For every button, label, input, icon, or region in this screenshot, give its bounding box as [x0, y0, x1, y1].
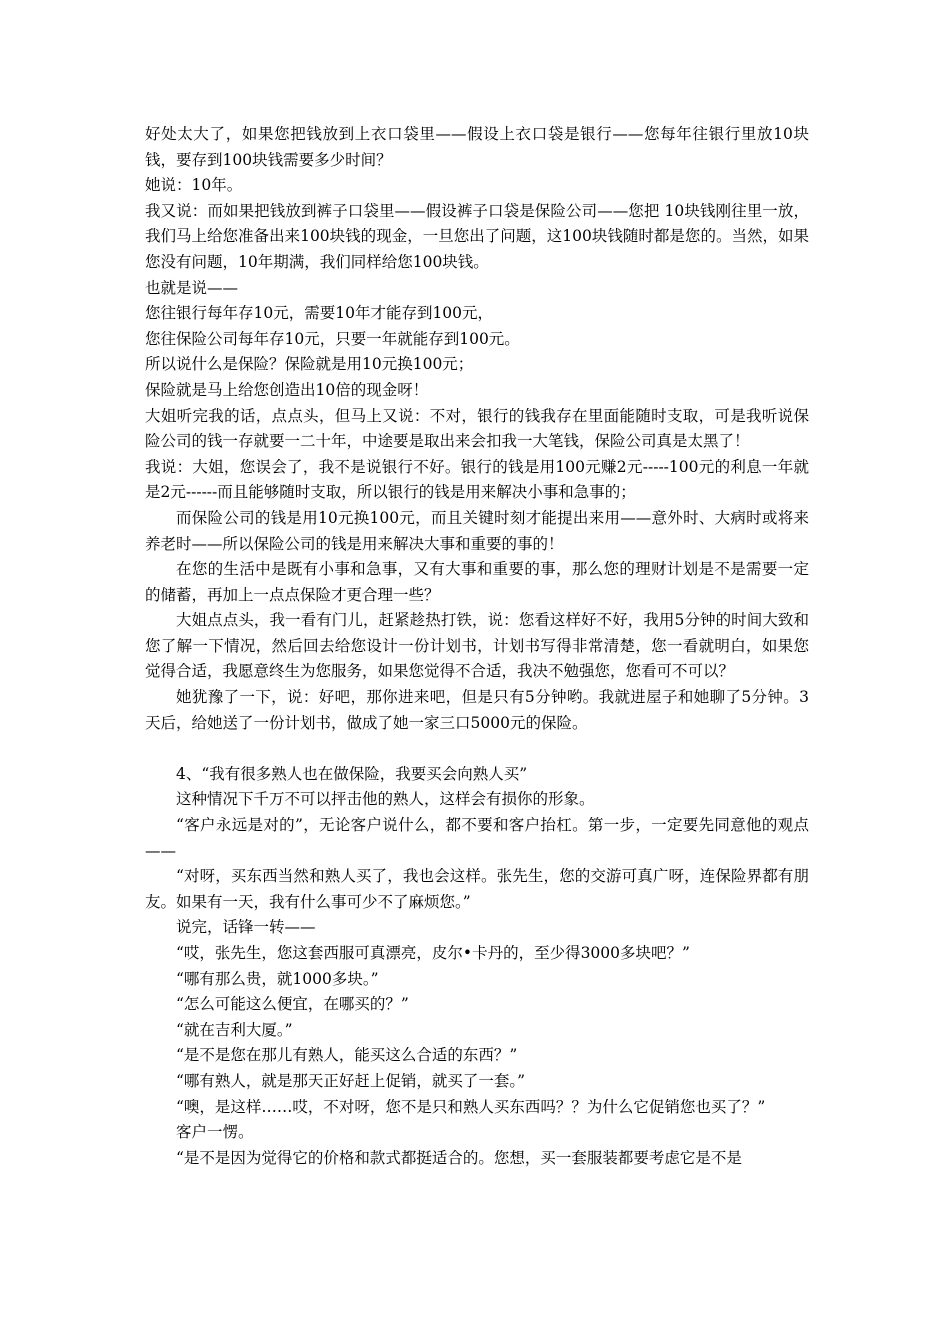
paragraph: 她说：10年。: [145, 176, 243, 195]
paragraph: “客户永远是对的”，无论客户说什么，都不要和客户抬杠。第一步，一定要先同意他的观点——: [145, 816, 809, 860]
paragraph: “就在吉利大厦。”: [176, 1020, 293, 1039]
paragraph: 您往银行每年存10元，需要10年才能存到100元，: [145, 304, 494, 323]
paragraph: 在您的生活中是既有小事和急事，又有大事和重要的事，那么您的理财计划是不是需要一定的储蓄，再加上一点点保险才更合理一些？: [145, 560, 809, 604]
paragraph: 您往保险公司每年存10元，只要一年就能存到100元。: [145, 329, 520, 348]
paragraph: 大姐点点头，我一看有门儿，赶紧趁热打铁，说：您看这样好不好，我用5分钟的时间大致和您了解一下情况，然后回去给您设计一份计划书，计划书写得非常清楚，您一看就明白，如果您觉得合适，我愿意终生为您服务，如果您觉得不合适，我决不勉强您，您看可不可以？: [145, 611, 809, 681]
paragraph: 也就是说——: [145, 278, 239, 297]
paragraph: 保险就是马上给您创造出10倍的现金呀！: [145, 380, 429, 399]
paragraph: “是不是因为觉得它的价格和款式都挺适合的。您想，买一套服装都要考虑它是不是: [176, 1148, 742, 1167]
paragraph: 我又说：而如果把钱放到裤子口袋里——假设裤子口袋是保险公司——您把 10块钱刚往里一放，我们马上给您准备出来100块钱的现金，一旦您出了问题，这100块钱随时都是您的。当然，如果您没有问题，10年期满，我们同样给您100块钱。: [145, 201, 809, 271]
paragraph: “对呀，买东西当然和熟人买了，我也会这样。张先生，您的交游可真广呀，连保险界都有朋友。如果有一天，我有什么事可少不了麻烦您。”: [145, 867, 809, 911]
paragraph: “哪有熟人，就是那天正好赶上促销，就买了一套。”: [176, 1071, 526, 1090]
paragraph: 她犹豫了一下，说：好吧，那你进来吧，但是只有5分钟哟。我就进屋子和她聊了5分钟。3天后，给她送了一份计划书，做成了她一家三口5000元的保险。: [145, 688, 809, 732]
paragraph: 而保险公司的钱是用10元换100元，而且关键时刻才能提出来用——意外时、大病时或将来养老时——所以保险公司的钱是用来解决大事和重要的事的！: [145, 508, 809, 553]
paragraph: “哎，张先生，您这套西服可真漂亮，皮尔•卡丹的，至少得3000多块吧？”: [176, 944, 690, 962]
paragraph: 4、“我有很多熟人也在做保险，我要买会向熟人买”: [176, 764, 528, 783]
paragraph: 所以说什么是保险？保险就是用10元换100元；: [145, 355, 474, 374]
paragraph: 说完，话锋一转——: [176, 918, 316, 937]
document-page: [145, 122, 809, 1171]
paragraph: 大姐听完我的话，点点头，但马上又说：不对，银行的钱我存在里面能随时支取，可是我听说保险公司的钱一存就要一二十年，中途要是取出来会扣我一大笔钱，保险公司真是太黑了！: [145, 406, 809, 451]
paragraph: 这种情况下千万不可以抨击他的熟人，这样会有损你的形象。: [176, 790, 595, 809]
paragraph: “是不是您在那儿有熟人，能买这么合适的东西？”: [176, 1046, 518, 1065]
paragraph: “哪有那么贵，就1000多块。”: [176, 969, 379, 988]
paragraph: 客户一愣。: [176, 1123, 254, 1142]
paragraph: 好处太大了，如果您把钱放到上衣口袋里——假设上衣口袋是银行——您每年往银行里放10块钱，要存到100块钱需要多少时间？: [145, 125, 809, 169]
paragraph: “噢，是这样……哎，不对呀，您不是只和熟人买东西吗？？为什么它促销您也买了？”: [176, 1097, 766, 1116]
paragraph: “怎么可能这么便宜，在哪买的？”: [176, 995, 409, 1014]
blank-line: [145, 736, 809, 762]
paragraph: 我说：大姐，您误会了，我不是说银行不好。银行的钱是用100元赚2元-----100元的利息一年就是2元------而且能够随时支取，所以银行的钱是用来解决小事和急事的；: [145, 457, 809, 502]
